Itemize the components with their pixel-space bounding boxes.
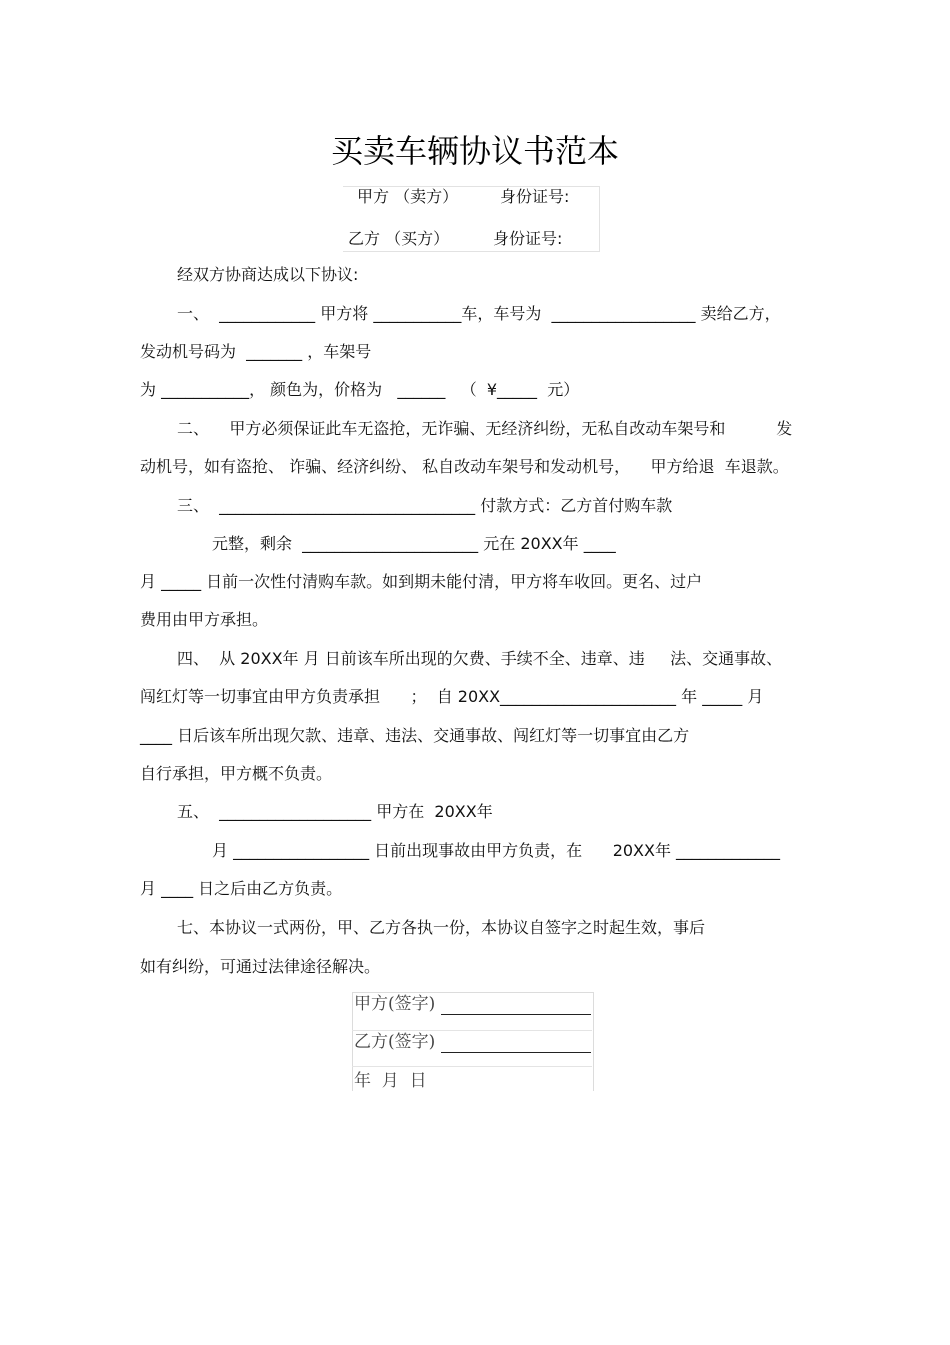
clause-line: 一、 ____________ 甲方将 ___________车，车号为 __________________ 卖给乙方， bbox=[177, 304, 781, 323]
agreement-intro: 经双方协商达成以下协议: bbox=[177, 265, 359, 284]
clause-line: 如有纠纷，可通过法律途径解决。 bbox=[140, 957, 381, 976]
party-a-id-label: 身份证号: bbox=[500, 187, 570, 206]
clause-line: 元整，剩余 ______________________ 元在 20XX年 ____ bbox=[212, 534, 616, 553]
clause-line: 月 _________________ 日前出现事故由甲方负责，在 20XX年 _____________ bbox=[212, 841, 781, 860]
clause-line: 四、 从 20XX年 月 日前该车所出现的欠费、手续不全、违章、违 法、交通事故、 bbox=[177, 649, 783, 668]
clause-line: ____ 日后该车所出现欠款、违章、违法、交通事故、闯红灯等一切事宜由乙方 bbox=[140, 726, 690, 745]
signature-date-label: 年 月 日 bbox=[354, 1071, 427, 1091]
clause-line: 三、 ________________________________ 付款方式：乙方首付购车款 bbox=[177, 496, 673, 515]
clause-line: 为 ___________， 颜色为，价格为 ______ （ ¥_____ 元） bbox=[140, 380, 580, 399]
party-a-signature-field[interactable] bbox=[441, 1014, 591, 1015]
clause-line: 闯红灯等一切事宜由甲方负责承担 ； 自 20XX______________________ 年 _____ 月 bbox=[140, 687, 764, 706]
clause-line: 发动机号码为 _______ ，车架号 bbox=[140, 342, 372, 361]
clause-line: 费用由甲方承担。 bbox=[140, 610, 269, 629]
clause-line: 月 _____ 日前一次性付清购车款。如到期未能付清，甲方将车收回。更名、过户 bbox=[140, 572, 703, 591]
party-b-signature-label: 乙方(签字) bbox=[354, 1032, 436, 1052]
clause-line: 五、 ___________________ 甲方在 20XX年 bbox=[177, 802, 493, 821]
party-a-label: 甲方 （卖方） bbox=[357, 187, 459, 206]
clause-line: 动机号，如有盗抢、 诈骗、经济纠纷、 私自改动车架号和发动机号， 甲方给退 车退款。 bbox=[140, 457, 789, 476]
clause-line: 自行承担，甲方概不负责。 bbox=[140, 764, 333, 783]
party-b-label: 乙方 （买方） bbox=[348, 229, 450, 248]
party-b-signature-field[interactable] bbox=[441, 1052, 591, 1053]
signature-row-divider bbox=[352, 1066, 592, 1067]
page-title: 买卖车辆协议书范本 bbox=[330, 132, 619, 170]
party-b-id-label: 身份证号: bbox=[493, 229, 563, 248]
clause-line: 月 ____ 日之后由乙方负责。 bbox=[140, 879, 343, 898]
party-a-signature-label: 甲方(签字) bbox=[354, 994, 436, 1014]
clause-line: 七、本协议一式两份，甲、乙方各执一份，本协议自签字之时起生效，事后 bbox=[177, 918, 706, 937]
clause-line: 二、 甲方必须保证此车无盗抢，无诈骗、无经济纠纷，无私自改动车架号和 发 bbox=[177, 419, 793, 438]
